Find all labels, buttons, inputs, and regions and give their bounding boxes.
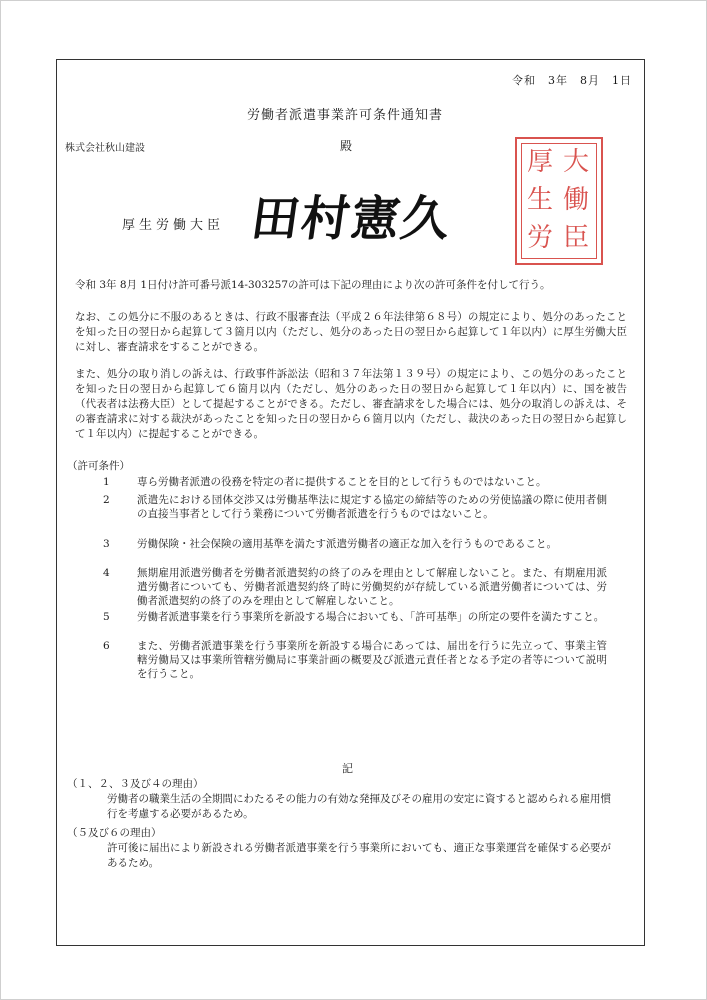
seal-char: 働 — [563, 185, 590, 215]
seal-char: 厚 — [527, 147, 554, 177]
honorific-dono: 殿 — [340, 139, 353, 153]
condition-number: 2 — [103, 494, 110, 506]
condition-number: 6 — [103, 640, 110, 652]
condition-text: 労働者派遣事業を行う事業所を新設する場合においても、「許可基準」の所定の要件を満たすこと。 — [137, 611, 605, 623]
handwritten-signature: 田村憲久 — [247, 191, 456, 247]
issuer-title: 厚生労働大臣 — [122, 218, 225, 233]
appeal-paragraph: なお、この処分に不服のあるときは、行政不服審査法（平成２６年法律第６８号）の規定により、処分のあったことを知った日の翌日から起算して３箇月以内（ただし、処分のあった日の翌日から起算して１年以内）に厚生労働大臣に対し、審査請求をすることができる。 — [75, 311, 627, 353]
lawsuit-paragraph: また、処分の取り消しの訴えは、行政事件訴訟法（昭和３７年法第１３９号）の規定により、この処分のあったことを知った日の翌日から起算して６箇月以内（ただし、処分のあった日の翌日から起算して１年以内）に、国を被告（代表者は法務大臣）として提起することができる。ただし、審査請求をした場合には、処分の取消しの訴えは、その審査請求に対する裁決があったことを知った日の翌日から６箇月以内（ただし、裁決のあった日の翌日から起算して１年以内）に提起することができる。 — [75, 368, 627, 440]
condition-number: 4 — [103, 567, 110, 579]
reason-1-text: 労働者の職業生活の全期間にわたるその能力の有効な発揮及びその雇用の安定に資すると認められる雇用慣行を考慮する必要があるため。 — [107, 793, 611, 820]
seal-char: 労 — [527, 223, 554, 253]
reason-2-text: 許可後に届出により新設される労働者派遣事業を行う事業所においても、適正な事業運営を確保する必要があるため。 — [107, 842, 611, 869]
condition-text: 専ら労働者派遣の役務を特定の者に提供することを目的として行うものではないこと。 — [137, 476, 547, 488]
recipient-company: 株式会社秋山建設 — [65, 143, 145, 154]
official-seal — [515, 137, 603, 265]
document-title: 労働者派遣事業許可条件通知書 — [247, 108, 444, 123]
condition-text: 派遣先における団体交渉又は労働基準法に規定する協定の締結等のための労使協議の際に使用者側の直接当事者として行う業務について労働者派遣を行うものではないこと。 — [137, 494, 607, 520]
condition-number: 3 — [103, 538, 110, 550]
notes-heading: 記 — [342, 762, 353, 775]
reason-1-heading: （１、２、３及び４の理由） — [67, 778, 204, 790]
condition-number: 1 — [103, 476, 110, 488]
seal-char: 生 — [527, 185, 554, 215]
condition-text: 無期雇用派遣労働者を労働者派遣契約の終了のみを理由として解雇しないこと。また、有期雇用派遣労働者についても、労働者派遣契約終了時に労働契約が存続している派遣労働者については、労働者派遣契約の終了のみを理由として解雇しないこと。 — [137, 567, 607, 607]
condition-text: 労働保険・社会保険の適用基準を満たす派遣労働者の適正な加入を行うものであること。 — [137, 538, 557, 550]
issue-date: 令和 3年 8月 1日 — [512, 74, 632, 87]
condition-number: 5 — [103, 611, 110, 623]
reason-2-heading: （５及び６の理由） — [67, 827, 162, 839]
conditions-heading: （許可条件） — [67, 460, 130, 472]
document-sheet — [56, 59, 645, 946]
intro-paragraph: 令和 3年 8月 1日付け許可番号派14-303257の許可は下記の理由により次の許可条件を付して行う。 — [75, 279, 551, 291]
seal-char: 大 — [563, 147, 590, 177]
condition-text: また、労働者派遣事業を行う事業所を新設する場合にあっては、届出を行うに先立って、事業主管轄労働局又は事業所管轄労働局に事業計画の概要及び派遣元責任者となる予定の者等について説明を行うこと。 — [137, 640, 607, 680]
seal-char: 臣 — [563, 223, 590, 253]
